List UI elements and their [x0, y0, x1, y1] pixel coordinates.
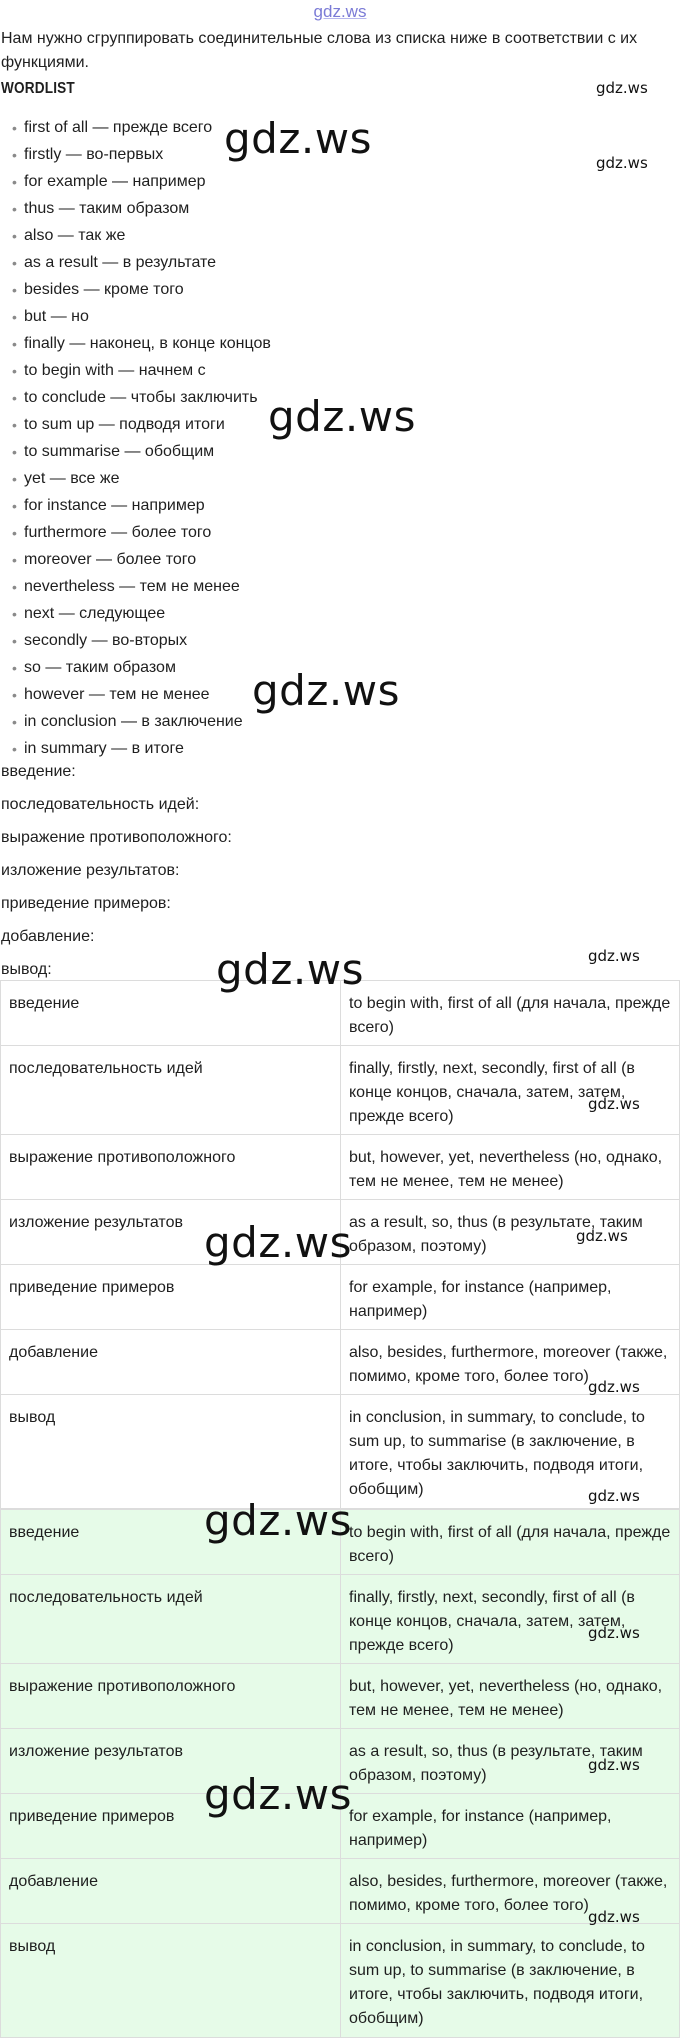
watermark: gdz.ws: [588, 1378, 640, 1396]
list-item: • to begin with — начнем с: [0, 359, 271, 386]
table-cell-words: also, besides, furthermore, moreover (также, помимо, кроме того, более того): [341, 1330, 680, 1395]
watermark: gdz.ws: [588, 1095, 640, 1113]
category-prompt: изложение результатов:: [1, 862, 180, 879]
list-item: • to sum up — подводя итоги: [0, 413, 271, 440]
list-item: • so — таким образом: [0, 656, 271, 683]
table-cell-category: приведение примеров: [1, 1265, 341, 1330]
list-item: • as a result — в результате: [0, 251, 271, 278]
list-item: • next — следующее: [0, 602, 271, 629]
list-item: • for example — например: [0, 170, 271, 197]
table-row: [1, 1330, 680, 1395]
table-row: [1, 1135, 680, 1200]
list-item: • moreover — более того: [0, 548, 271, 575]
top-watermark-link[interactable]: gdz.ws: [313, 2, 367, 21]
list-item: • firstly — во-первых: [0, 143, 271, 170]
watermark: gdz.ws: [588, 1487, 640, 1505]
intro-text: Нам нужно сгруппировать соединительные слова из списка ниже в соответствии с их функциями.: [1, 30, 638, 71]
table-cell-words: in conclusion, in summary, to conclude, to sum up, to summarise (в заключение, в итоге, чтобы заключить, подводя итоги, обобщим): [341, 1395, 680, 1509]
table-cell-category: последовательность идей: [1, 1046, 341, 1135]
watermark: gdz.ws: [268, 392, 416, 441]
table-cell-words: as a result, so, thus (в результате, таким образом, поэтому): [341, 1729, 680, 1794]
list-item: • thus — таким образом: [0, 197, 271, 224]
watermark: gdz.ws: [588, 1624, 640, 1642]
category-prompts: [1, 760, 232, 991]
table-cell-words: but, however, yet, nevertheless (но, однако, тем не менее, тем не менее): [341, 1664, 680, 1729]
list-item: • besides — кроме того: [0, 278, 271, 305]
table-cell-words: as a result, so, thus (в результате, таким образом, поэтому): [341, 1200, 680, 1265]
category-prompt: введение:: [1, 763, 76, 780]
watermark: gdz.ws: [224, 114, 372, 163]
table-cell-category: введение: [1, 981, 341, 1046]
watermark: gdz.ws: [576, 1227, 628, 1245]
table-cell-words: but, however, yet, nevertheless (но, однако, тем не менее, тем не менее): [341, 1135, 680, 1200]
list-item: • to conclude — чтобы заключить: [0, 386, 271, 413]
table-cell-category: приведение примеров: [1, 1794, 341, 1859]
category-prompt: последовательность идей:: [1, 796, 200, 813]
wordlist-title: WORDLIST: [1, 80, 75, 97]
table-cell-category: добавление: [1, 1859, 341, 1924]
table-row: [1, 1575, 680, 1664]
table-cell-category: последовательность идей: [1, 1575, 341, 1664]
table-cell-category: добавление: [1, 1330, 341, 1395]
list-item: • finally — наконец, в конце концов: [0, 332, 271, 359]
table-cell-words: to begin with, first of all (для начала, прежде всего): [341, 1510, 680, 1575]
table-row: [1, 1859, 680, 1924]
list-item: • furthermore — более того: [0, 521, 271, 548]
table-cell-words: finally, firstly, next, secondly, first of all (в конце концов, сначала, затем, затем, прежде всего): [341, 1046, 680, 1135]
list-item: • nevertheless — тем не менее: [0, 575, 271, 602]
watermark: gdz.ws: [216, 945, 364, 994]
list-item: • also — так же: [0, 224, 271, 251]
watermark: gdz.ws: [596, 154, 648, 172]
table-row: [1, 1265, 680, 1330]
table-cell-words: for example, for instance (например, например): [341, 1794, 680, 1859]
table-cell-category: введение: [1, 1510, 341, 1575]
table-cell-category: изложение результатов: [1, 1729, 341, 1794]
list-item: • but — но: [0, 305, 271, 332]
list-item: • for instance — например: [0, 494, 271, 521]
watermark: gdz.ws: [588, 947, 640, 965]
table-cell-category: вывод: [1, 1924, 341, 2038]
table-cell-words: for example, for instance (например, например): [341, 1265, 680, 1330]
watermark: gdz.ws: [596, 79, 648, 97]
list-item: • in conclusion — в заключение: [0, 710, 271, 737]
list-item: • in summary — в итоге: [0, 737, 271, 764]
list-item: • to summarise — обобщим: [0, 440, 271, 467]
table-cell-category: изложение результатов: [1, 1200, 341, 1265]
table-row: [1, 1924, 680, 2038]
category-prompt: вывод:: [1, 961, 52, 978]
table-cell-category: вывод: [1, 1395, 341, 1509]
category-prompt: приведение примеров:: [1, 895, 171, 912]
watermark: gdz.ws: [252, 666, 400, 715]
table-cell-category: выражение противоположного: [1, 1135, 341, 1200]
list-item: • secondly — во-вторых: [0, 629, 271, 656]
table-cell-words: to begin with, first of all (для начала, прежде всего): [341, 981, 680, 1046]
table-row: [1, 1046, 680, 1135]
wordlist: [0, 116, 271, 764]
category-prompt: выражение противоположного:: [1, 829, 232, 846]
table-cell-words: in conclusion, in summary, to conclude, to sum up, to summarise (в заключение, в итоге, чтобы заключить, подводя итоги, обобщим): [341, 1924, 680, 2038]
table-cell-category: выражение противоположного: [1, 1664, 341, 1729]
table-cell-words: also, besides, furthermore, moreover (также, помимо, кроме того, более того): [341, 1859, 680, 1924]
watermark: gdz.ws: [588, 1908, 640, 1926]
category-prompt: добавление:: [1, 928, 95, 945]
watermark: gdz.ws: [204, 1218, 352, 1267]
list-item: • however — тем не менее: [0, 683, 271, 710]
watermark: gdz.ws: [588, 1756, 640, 1774]
watermark: gdz.ws: [204, 1496, 352, 1545]
table-row: [1, 1664, 680, 1729]
watermark: gdz.ws: [204, 1770, 352, 1819]
table-row: [1, 1395, 680, 1509]
list-item: • yet — все же: [0, 467, 271, 494]
table-cell-words: finally, firstly, next, secondly, first of all (в конце концов, сначала, затем, затем, прежде всего): [341, 1575, 680, 1664]
list-item: • first of all — прежде всего: [0, 116, 271, 143]
